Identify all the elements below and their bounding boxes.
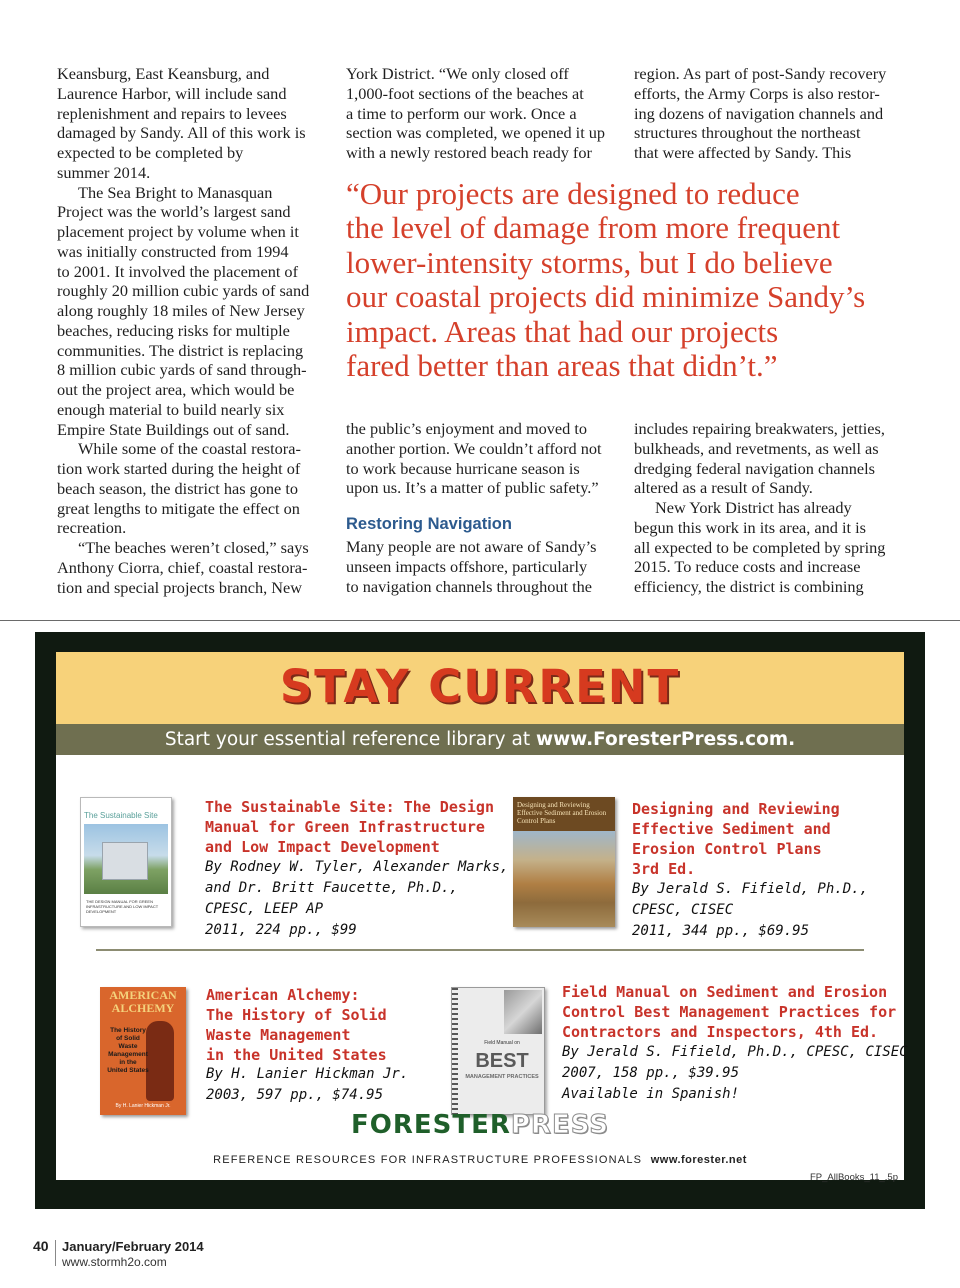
- book-details: By Rodney W. Tyler, Alexander Marks, and Dr. Britt Faucette, Ph.D., CPESC, LEEP AP 2011, 224 pp., $99: [205, 859, 509, 938]
- article-column-2-bottom: the public’s enjoyment and moved to another portion. We couldn’t afford not to work because hurricane season is upon us. It’s a matter of public safety.”: [346, 419, 602, 498]
- ad-headline-band: [56, 652, 904, 724]
- book-details: By H. Lanier Hickman Jr. 2003, 597 pp., $74.95: [206, 1066, 409, 1103]
- spiral-binding: [452, 988, 458, 1114]
- cover-title: AMERICAN ALCHEMY: [109, 988, 177, 1015]
- article-column-3-top: region. As part of post-Sandy recovery efforts, the Army Corps is also restor- ing dozens of navigation channels and structures throughout the northeast that were affected by Sandy. This: [634, 64, 887, 162]
- cover-big-text: BEST: [475, 1050, 529, 1072]
- paragraph: The Sea Bright to Manasquan Project was the world’s largest sand placement project by volume when it was initially constructed from 1994 to 2001. It involved the placement of roughly 20 million cubic yards of sand along roughly 18 miles of New Jersey beaches, reducing risks for multiple communities. The district is replacing 8 million cubic yards of sand through- out the project area, which would be enough material to build nearly six Empire State Buildings out of sand.: [57, 182, 310, 439]
- article-column-2-after-heading: Many people are not aware of Sandy’s unseen impacts offshore, particularly to navigation channels throughout the: [346, 537, 597, 596]
- book-details: By Jerald S. Fifield, Ph.D., CPESC, CISEC 2011, 344 pp., $69.95: [632, 881, 869, 939]
- footer-website-link[interactable]: www.stormh2o.com: [62, 1255, 167, 1269]
- section-divider: [0, 620, 960, 621]
- ad-website-link[interactable]: www.ForesterPress.com.: [535, 729, 796, 750]
- book-cover-american-alchemy[interactable]: [100, 987, 186, 1115]
- cover-photo: [84, 824, 168, 894]
- section-heading: Restoring Navigation: [346, 515, 512, 533]
- cover-top-text: Field Manual on: [484, 1040, 520, 1046]
- article-column-3-bottom: includes repairing breakwaters, jetties, bulkheads, and revetments, as well as dredging federal navigation channels altered as a result of Sandy. New York District has already begun this work in its area, and it is all expected to be completed by spring 2015. To reduce costs and increase efficiency, the district is combining: [634, 419, 886, 596]
- forester-press-ad[interactable]: [35, 632, 925, 1209]
- ad-panel: [56, 652, 908, 1183]
- pull-quote: “Our projects are designed to reduce the level of damage from more frequent lower-intensity storms, but I do believe our coastal projects did minimize Sandy’s impact. Areas that had our projects fared better than areas that didn’t.”: [346, 176, 866, 384]
- article-column-2-top: York District. “We only closed off 1,000-foot sections of the beaches at a time to perform our work. Once a section was completed, we opened it up with a newly restored beach ready for: [346, 64, 606, 162]
- ad-divider: [96, 949, 864, 951]
- forester-link[interactable]: www.forester.net: [650, 1154, 747, 1166]
- book-cover-sustainable-site[interactable]: [80, 797, 172, 927]
- paragraph: While some of the coastal restora- tion work started during the height of beach season, the district has gone to great lengths to mitigate the effect on recreation.: [57, 439, 301, 538]
- ad-headline: STAY CURRENT: [279, 660, 681, 713]
- cover-title: The Sustainable Site: [84, 811, 158, 820]
- cover-subtitle: The History of Solid Waste Management in the United States: [107, 1027, 149, 1074]
- ad-code: FP_AllBooks_11_.5p: [809, 1172, 898, 1183]
- book-title[interactable]: The Sustainable Site: The Design Manual for Green Infrastructure and Low Impact Development: [205, 798, 494, 856]
- article-column-1: [57, 64, 329, 597]
- book-cover-field-manual[interactable]: [451, 987, 545, 1115]
- book-title[interactable]: American Alchemy: The History of Solid Waste Management in the United States: [206, 986, 387, 1064]
- footer-divider: [55, 1240, 56, 1266]
- book-details: By Jerald S. Fifield, Ph.D., CPESC, CISEC 2007, 158 pp., $39.95 Available in Spanish!: [562, 1044, 908, 1102]
- page-number: 40: [33, 1238, 49, 1254]
- forester-press-logo[interactable]: FORESTERPRESS: [350, 1110, 609, 1140]
- paragraph: “The beaches weren’t closed,” says Anthony Ciorra, chief, coastal restora- tion and special projects branch, New: [57, 538, 309, 597]
- cover-author: By H. Lanier Hickman Jr.: [115, 1103, 171, 1109]
- paragraph: Keansburg, East Keansburg, and Laurence Harbor, will include sand replenishment and repairs to levees damaged by Sandy. All of this work is expected to be completed by summer 2014.: [57, 64, 306, 182]
- cover-title: Designing and Reviewing Effective Sediment and Erosion Control Plans: [517, 801, 607, 825]
- cover-photo: [504, 990, 542, 1034]
- ad-tagline: REFERENCE RESOURCES FOR INFRASTRUCTURE PROFESSIONALS www.forester.net: [213, 1154, 747, 1166]
- ad-subline: Start your essential reference library at www.ForesterPress.com.: [56, 724, 904, 755]
- book-title[interactable]: Designing and Reviewing Effective Sediment and Erosion Control Plans 3rd Ed.: [632, 800, 840, 878]
- cover-photo: [513, 831, 615, 927]
- cover-subtitle: MANAGEMENT PRACTICES: [465, 1074, 539, 1080]
- issue-date: January/February 2014: [62, 1239, 204, 1254]
- book-title[interactable]: Field Manual on Sediment and Erosion Control Best Management Practices for Contractors and Inspectors, 4th Ed.: [562, 983, 897, 1041]
- book-cover-sediment-plans[interactable]: [513, 797, 615, 927]
- cover-subtitle: THE DESIGN MANUAL FOR GREEN INFRASTRUCTURE AND LOW IMPACT DEVELOPMENT: [86, 899, 159, 914]
